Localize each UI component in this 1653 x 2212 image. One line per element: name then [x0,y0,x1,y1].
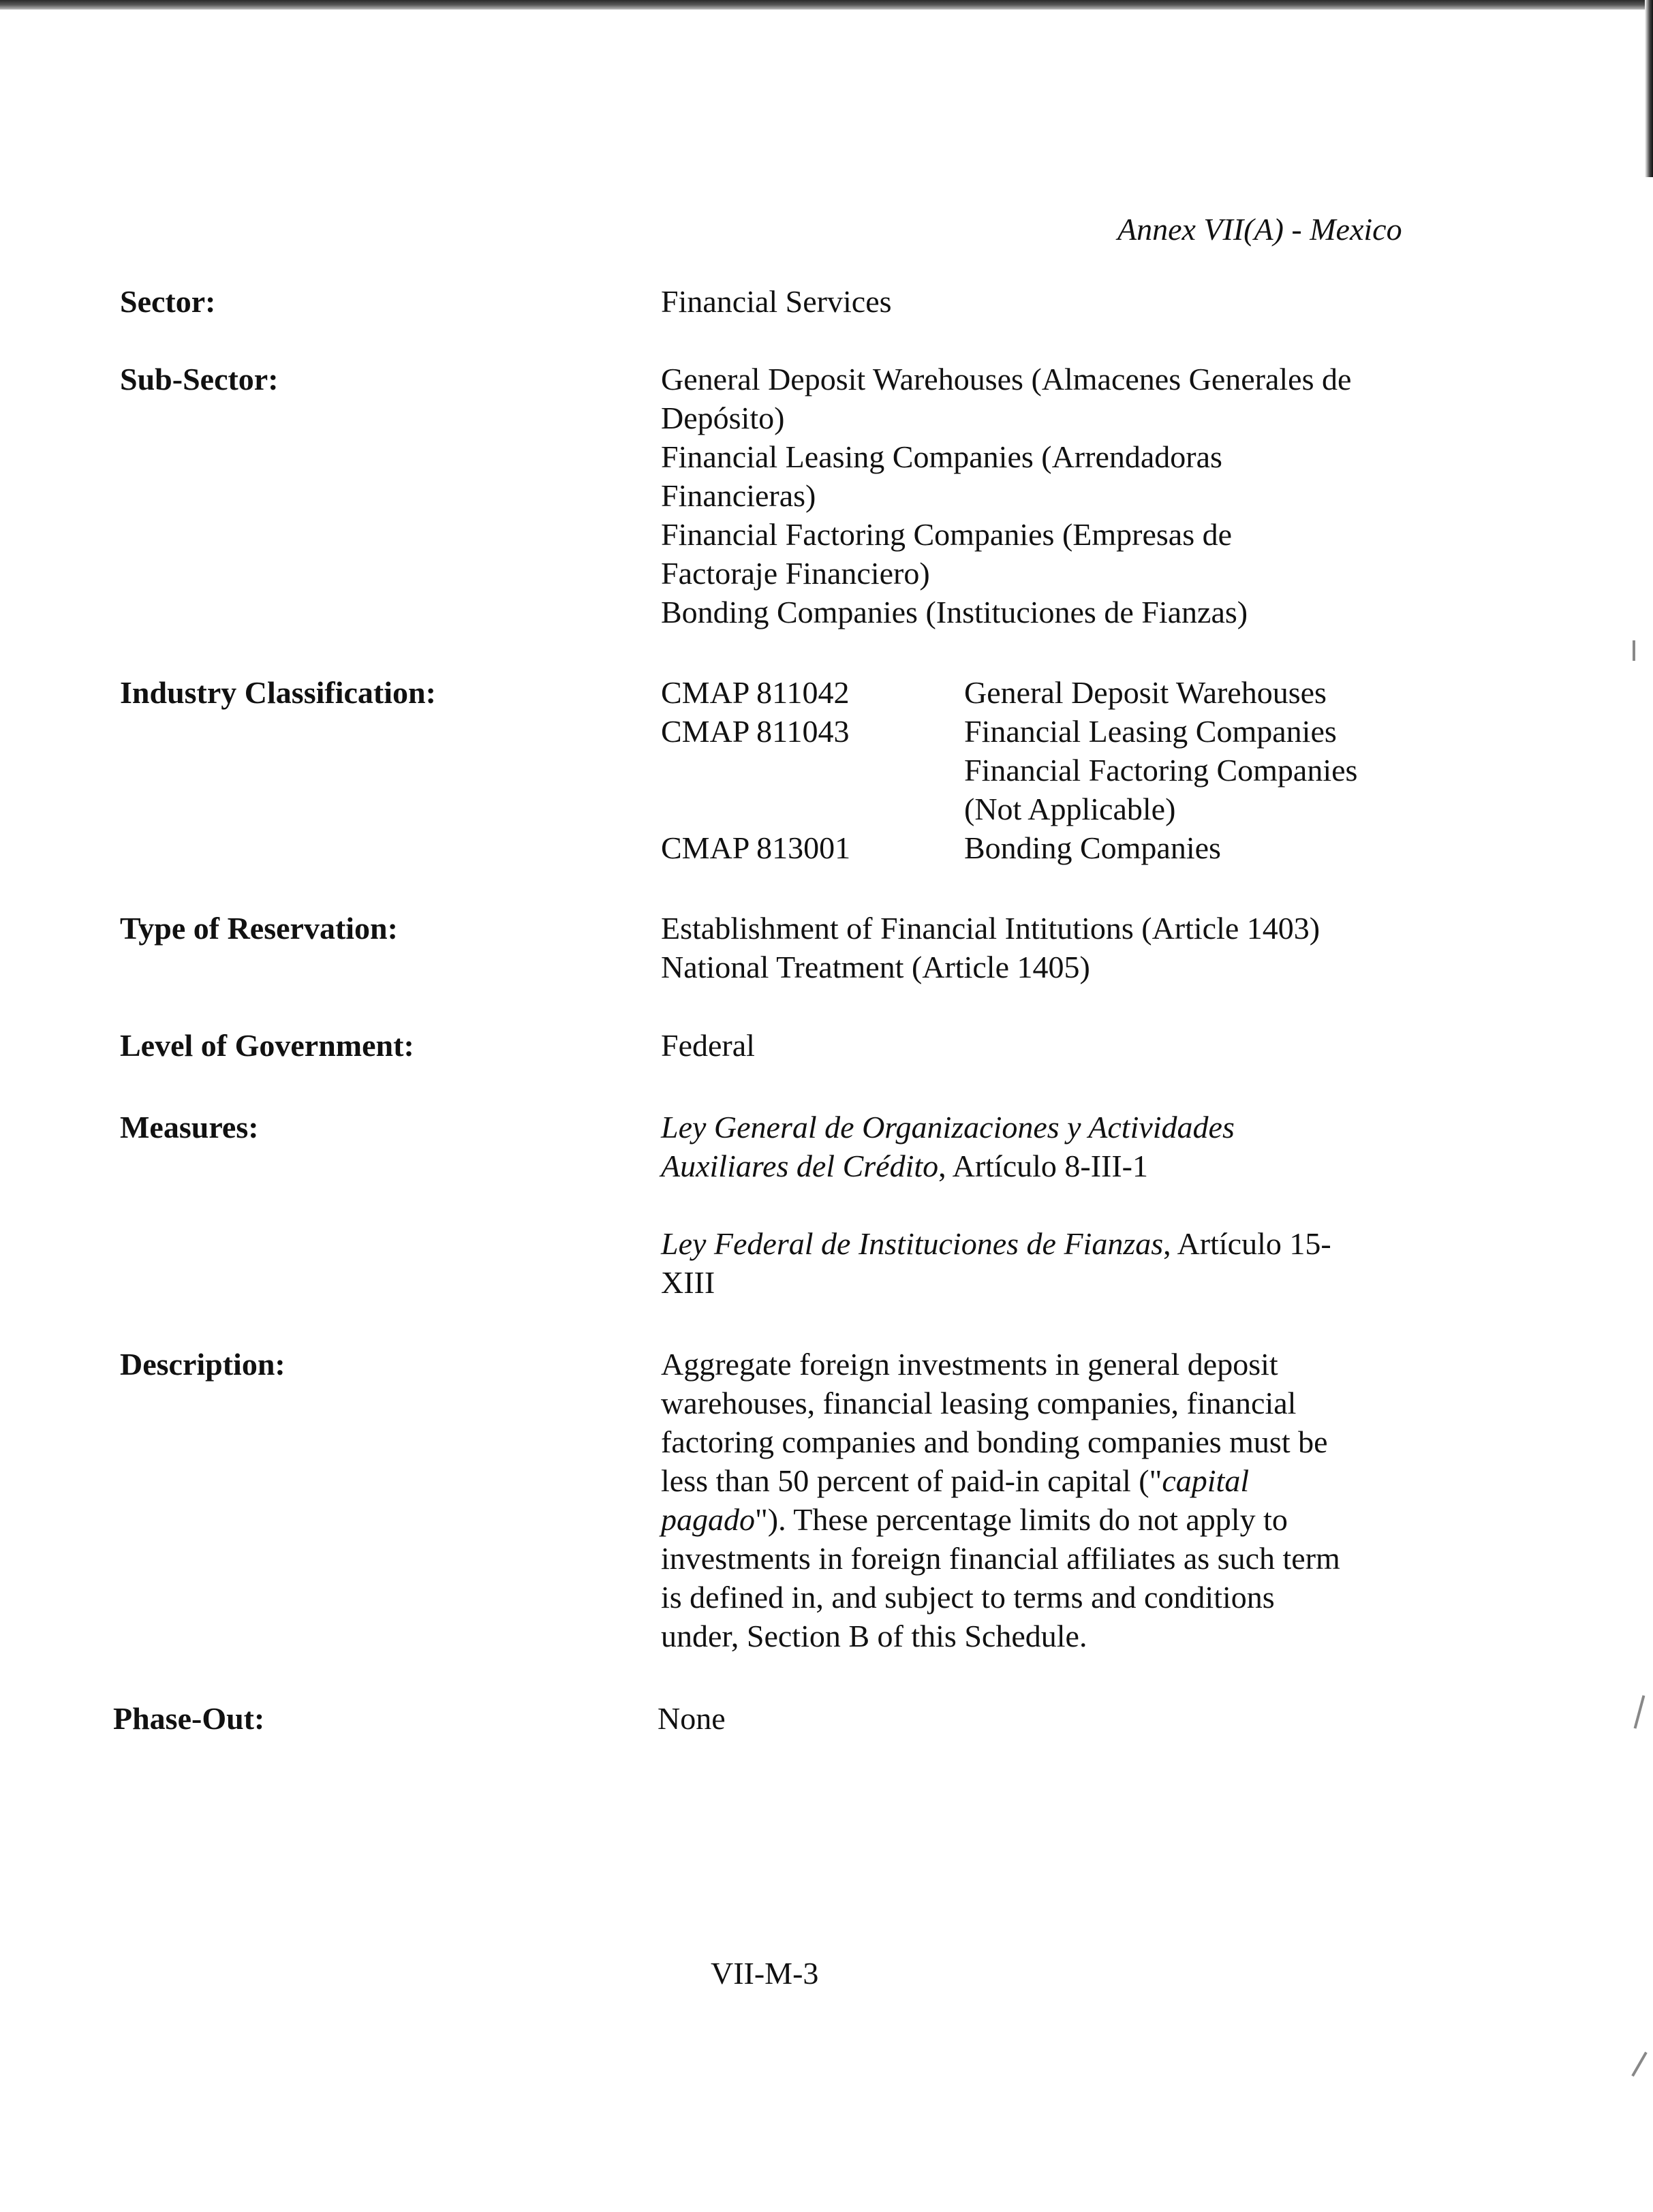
sub-sector-line: Financial Leasing Companies (Arrendadoras [661,439,1222,474]
table-row [661,751,1441,790]
sector-label: Sector: [120,284,216,319]
level-of-government-value: Federal [661,1028,755,1063]
page-number: VII-M-3 [711,1956,819,1991]
description-line: Aggregate foreign investments in general deposit [661,1347,1278,1382]
measure-1-law-name: Ley General de Organizaciones y Actividades [661,1110,1235,1144]
cmap-table [661,673,1441,867]
measure-2-article-cont: XIII [661,1265,715,1300]
table-row [661,673,1441,712]
description-line: investments in foreign financial affiliates as such term [661,1541,1340,1576]
sub-sector-line: Financieras) [661,478,816,513]
scan-speck [1633,640,1635,661]
measure-2-law-name: Ley Federal de Instituciones de Fianzas [661,1226,1164,1261]
reservation-line: Establishment of Financial Intitutions (Article 1403) [661,911,1320,946]
cmap-code [661,751,964,790]
description-italic-term: pagado [661,1502,755,1537]
level-of-government-label: Level of Government: [120,1028,414,1063]
scan-speck [1634,1695,1646,1728]
sub-sector-label: Sub-Sector: [120,362,279,396]
cmap-code: CMAP 811042 [661,675,850,710]
measure-2-article: , Artículo 15- [1163,1226,1331,1261]
description-line [661,1461,1445,1500]
description-text: "). These percentage limits do not apply to [755,1502,1288,1537]
scan-speck [1631,2052,1647,2077]
description-label: Description: [120,1347,285,1382]
annex-header: Annex VII(A) - Mexico [1117,212,1402,247]
cmap-description: Bonding Companies [964,830,1221,865]
table-row [661,712,1441,751]
sub-sector-line: Financial Factoring Companies (Empresas de [661,517,1233,552]
description-italic-term: capital [1162,1463,1250,1498]
table-row [661,790,1441,828]
type-of-reservation-value [661,909,1445,986]
cmap-code: CMAP 813001 [661,830,851,865]
measures-label: Measures: [120,1110,259,1144]
description-line: is defined in, and subject to terms and conditions [661,1580,1275,1615]
cmap-description: Financial Factoring Companies [964,753,1358,788]
description-line: factoring companies and bonding companies must be [661,1424,1328,1459]
sub-sector-line: Depósito) [661,401,785,435]
sub-sector-value [661,360,1445,632]
measure-1 [661,1108,1445,1185]
description-line [661,1500,1445,1539]
phase-out-value: None [658,1701,726,1736]
cmap-code [661,790,964,828]
sub-sector-line: Factoraje Financiero) [661,556,930,591]
measures-value [661,1108,1445,1302]
description-line: under, Section B of this Schedule. [661,1619,1087,1653]
cmap-code: CMAP 811043 [661,714,850,749]
description-line: warehouses, financial leasing companies, financial [661,1386,1297,1420]
cmap-description: Financial Leasing Companies [964,714,1337,749]
measure-1-law-name-cont: Auxiliares del Crédito [661,1149,939,1183]
phase-out-label: Phase-Out: [113,1701,265,1736]
sub-sector-line: General Deposit Warehouses (Almacenes Generales de [661,362,1352,396]
cmap-description: General Deposit Warehouses [964,675,1327,710]
measure-1-article: , Artículo 8-III-1 [938,1149,1148,1183]
scan-right-edge [1645,0,1653,177]
sub-sector-line: Bonding Companies (Instituciones de Fianzas) [661,595,1248,629]
industry-classification-label: Industry Classification: [120,675,436,710]
measure-2 [661,1224,1445,1302]
cmap-description: (Not Applicable) [964,792,1176,826]
sector-value: Financial Services [661,284,892,319]
description-text: less than 50 percent of paid-in capital (" [661,1463,1162,1498]
description-value [661,1345,1445,1655]
reservation-line: National Treatment (Article 1405) [661,950,1090,984]
type-of-reservation-label: Type of Reservation: [120,911,398,946]
table-row [661,828,1441,867]
scan-top-border [0,0,1653,10]
